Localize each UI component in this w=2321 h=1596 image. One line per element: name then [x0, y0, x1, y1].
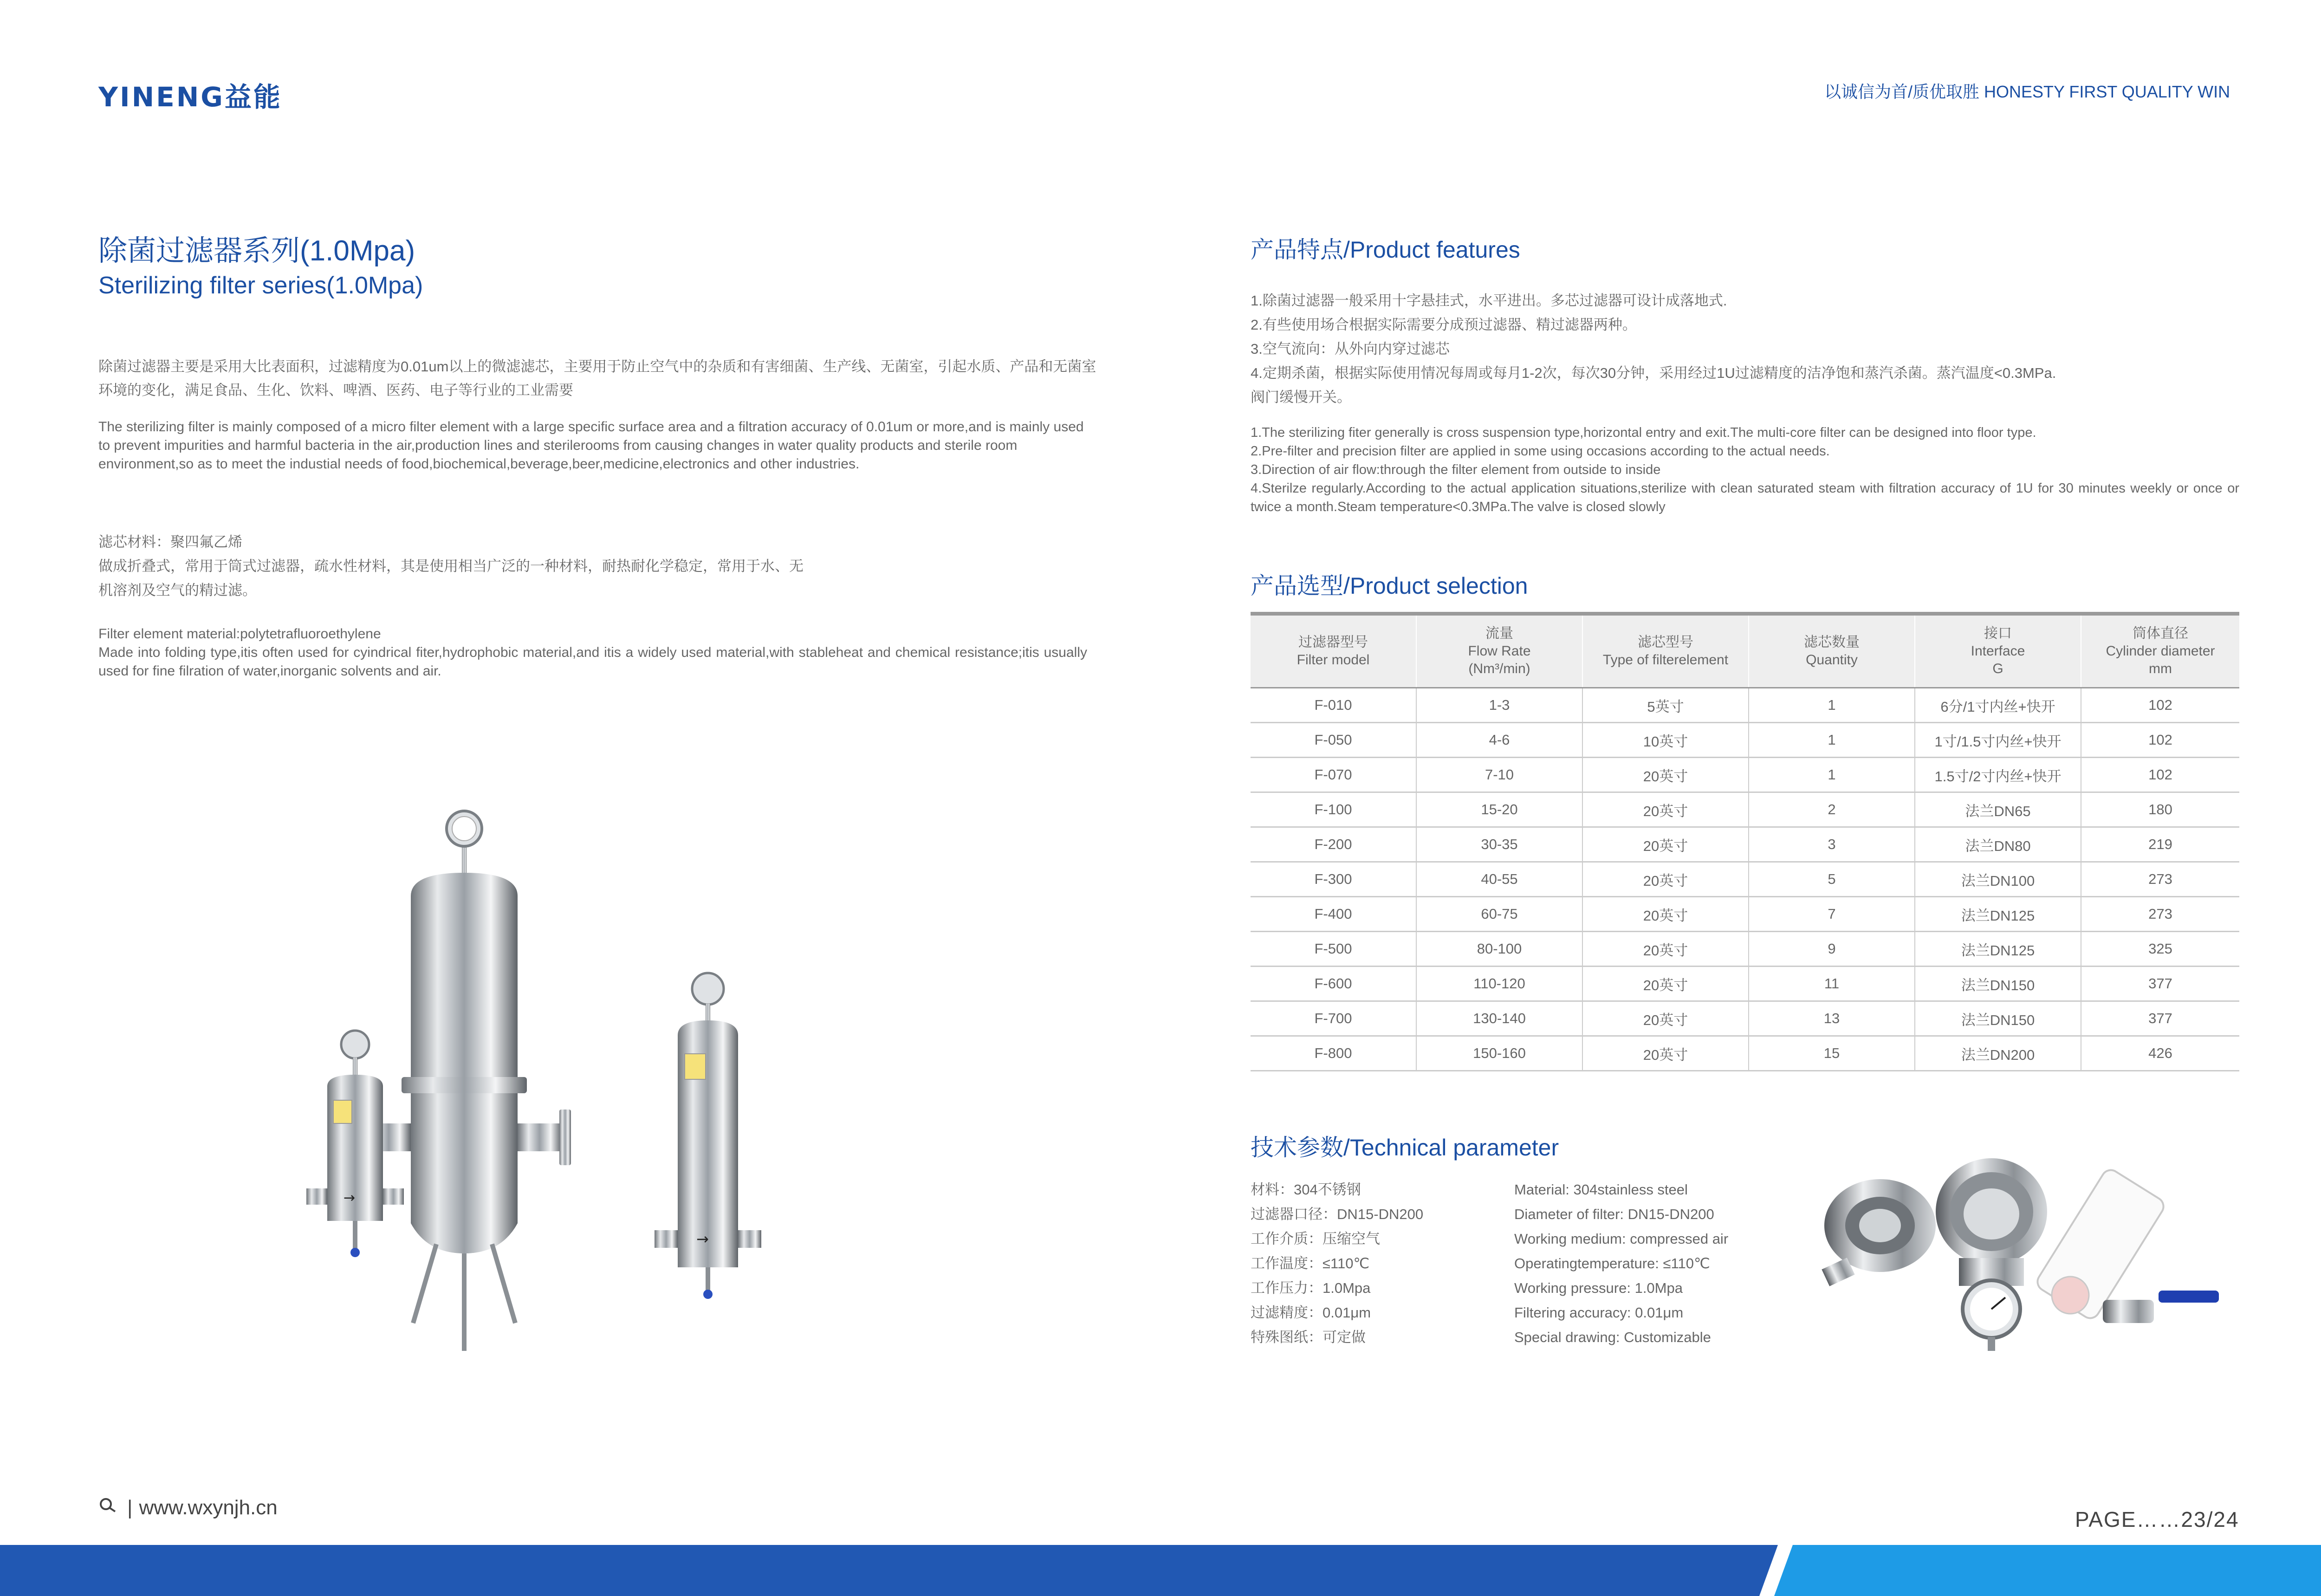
table-cell: 9: [1749, 932, 1915, 967]
table-cell: 20英寸: [1582, 1036, 1749, 1071]
table-cell: 40-55: [1416, 862, 1582, 897]
page-title-en: Sterilizing filter series(1.0Mpa): [98, 272, 423, 299]
table-cell: 377: [2081, 967, 2239, 1001]
table-row: [1251, 792, 2239, 827]
table-cell: 法兰DN100: [1915, 862, 2081, 897]
filter-parts-image: [1806, 1151, 2237, 1356]
features-en-list: [1251, 423, 2239, 516]
tech-en-item: Diameter of filter: DN15-DN200: [1514, 1206, 1714, 1222]
product-filters-image: [297, 803, 761, 1369]
col-interface: 接口 Interface G: [1915, 614, 2081, 688]
table-cell: 20英寸: [1582, 897, 1749, 932]
table-cell: 11: [1749, 967, 1915, 1001]
table-cell: F-100: [1251, 792, 1416, 827]
table-cell: 13: [1749, 1001, 1915, 1036]
table-cell: F-050: [1251, 723, 1416, 758]
website-url: www.wxynjh.cn: [139, 1496, 278, 1519]
table-cell: 1: [1749, 758, 1915, 792]
tech-cn-item: 过滤精度：0.01μm: [1251, 1304, 1371, 1321]
table-cell: 20英寸: [1582, 758, 1749, 792]
table-cell: 20英寸: [1582, 792, 1749, 827]
filter-element: [2034, 1167, 2167, 1322]
material-cn: [98, 530, 1096, 603]
table-cell: 3: [1749, 827, 1915, 862]
tech-cn-item: 工作压力：1.0Mpa: [1251, 1280, 1371, 1296]
table-cell: 5英寸: [1582, 688, 1749, 723]
table-cell: 7-10: [1416, 758, 1582, 792]
table-row: [1251, 1036, 2239, 1071]
table-cell: F-010: [1251, 688, 1416, 723]
table-row: [1251, 897, 2239, 932]
material-cn-line: 做成折叠式，常用于筒式过滤器，疏水性材料，其是使用相当广泛的一种材料，耐热耐化学稳定，常用于水、无: [98, 558, 804, 574]
large-filter: [357, 811, 571, 1351]
col-cylinder-diameter: 筒体直径 Cylinder diameter mm: [2081, 614, 2239, 688]
table-cell: 1: [1749, 723, 1915, 758]
table-cell: 102: [2081, 723, 2239, 758]
technical-title: 技术参数/Technical parameter: [1251, 1135, 1559, 1161]
page-number: PAGE……23/24: [2075, 1507, 2239, 1531]
table-row: [1251, 967, 2239, 1001]
table-cell: 10英寸: [1582, 723, 1749, 758]
material-en-line: Made into folding type,itis often used for cyindrical fiter,hydrophobic material,and itis a widely used material,with stableheat and chemical resistance;itis usually used for fine filration of water,inorganic solvents and air.: [98, 645, 1087, 679]
table-cell: 7: [1749, 897, 1915, 932]
table-cell: 30-35: [1416, 827, 1582, 862]
table-cell: 377: [2081, 1001, 2239, 1036]
material-en-line: Filter element material:polytetrafluoroethylene: [98, 626, 381, 642]
table-cell: 102: [2081, 758, 2239, 792]
material-cn-line: 滤芯材料：聚四氟乙烯: [98, 534, 242, 550]
intro-en: The sterilizing filter is mainly composed of a micro filter element with a large specific surface area and a filtration accuracy of 0.01um or more,and is mainly used to prevent impurities and harmful bacteria in the air,production lines and sterilerooms from causing changes in water quality products and sterile room environment,so as to meet the industial needs of food,biochemical,beverage,beer,medicine,electronics and other industries.: [98, 419, 1084, 472]
table-cell: 6分/1寸内丝+快开: [1915, 688, 2081, 723]
table-header-row: [1251, 614, 2239, 688]
table-cell: 219: [2081, 827, 2239, 862]
features-cn-list: [1251, 289, 2239, 409]
tech-cn-item: 工作温度：≤110℃: [1251, 1255, 1370, 1272]
feature-cn-item: 3.空气流向：从外向内穿过滤芯: [1251, 341, 1450, 357]
tech-en-item: Operatingtemperature: ≤110℃: [1514, 1255, 1710, 1272]
table-cell: 1.5寸/2寸内丝+快开: [1915, 758, 2081, 792]
table-cell: 426: [2081, 1036, 2239, 1071]
table-cell: 60-75: [1416, 897, 1582, 932]
table-cell: 180: [2081, 792, 2239, 827]
tech-en-item: Filtering accuracy: 0.01μm: [1514, 1304, 1684, 1321]
table-cell: F-500: [1251, 932, 1416, 967]
feature-cn-item: 2.有些使用场合根据实际需要分成预过滤器、精过滤器两种。: [1251, 317, 1637, 333]
svg-text:→: →: [696, 1230, 709, 1248]
table-row: [1251, 1001, 2239, 1036]
col-element-type: 滤芯型号 Type of filterelement: [1582, 614, 1749, 688]
table-cell: 1-3: [1416, 688, 1582, 723]
feature-cn-item: 4.定期杀菌，根据实际使用情况每周或每月1-2次，每次30分钟，采用经过1U过滤精度的洁净饱和蒸汽杀菌。蒸汽温度<0.3MPa.: [1251, 365, 2056, 381]
feature-en-item: 1.The sterilizing fiter generally is cross suspension type,horizontal entry and exit.The multi-core filter can be designed into floor type.: [1251, 425, 2036, 440]
table-cell: 4-6: [1416, 723, 1582, 758]
col-filter-model: 过滤器型号 Filter model: [1251, 614, 1416, 688]
table-cell: 法兰DN65: [1915, 792, 2081, 827]
table-cell: F-300: [1251, 862, 1416, 897]
table-row: [1251, 688, 2239, 723]
table-cell: F-600: [1251, 967, 1416, 1001]
intro-cn: 除菌过滤器主要是采用大比表面积，过滤精度为0.01um以上的微滤滤芯，主要用于防止空气中的杂质和有害细菌、生产线、无菌室，引起水质、产品和无菌室环境的变化，满足食品、生化、饮料、啤酒、医药、电子等行业的工业需要: [98, 358, 1096, 398]
feature-en-item: 2.Pre-filter and precision filter are applied in some using occasions according to the actual needs.: [1251, 444, 1830, 459]
table-cell: F-700: [1251, 1001, 1416, 1036]
tech-cn-item: 工作介质：压缩空气: [1251, 1231, 1380, 1247]
table-cell: 1: [1749, 688, 1915, 723]
table-cell: 102: [2081, 688, 2239, 723]
table-row: [1251, 827, 2239, 862]
tech-en-item: Special drawing: Customizable: [1514, 1329, 1711, 1345]
feature-en-item: 4.Sterilze regularly.According to the actual application situations,sterilize with clean saturated steam with filtration accuracy of 1U for 30 minutes weekly or once or twice a month.Steam temperature<0.3MPa.The valve is closed slowly: [1251, 481, 2239, 514]
ball-valve: [2103, 1291, 2219, 1323]
table-cell: 法兰DN150: [1915, 967, 2081, 1001]
table-cell: 2: [1749, 792, 1915, 827]
table-cell: F-800: [1251, 1036, 1416, 1071]
tech-en-item: Material: 304stainless steel: [1514, 1181, 1688, 1198]
material-cn-line: 机溶剂及空气的精过滤。: [98, 582, 257, 598]
selection-table: [1251, 612, 2239, 1071]
table-cell: 273: [2081, 862, 2239, 897]
table-cell: 130-140: [1416, 1001, 1582, 1036]
table-cell: 15-20: [1416, 792, 1582, 827]
tech-cn-item: 材料：304不锈钢: [1251, 1181, 1361, 1198]
table-cell: F-400: [1251, 897, 1416, 932]
table-cell: 20英寸: [1582, 862, 1749, 897]
table-cell: 15: [1749, 1036, 1915, 1071]
tech-cn-item: 过滤器口径：DN15-DN200: [1251, 1206, 1424, 1222]
table-cell: 法兰DN200: [1915, 1036, 2081, 1071]
feature-cn-item: 1.除菌过滤器一般采用十字悬挂式，水平进出。多芯过滤器可设计成落地式.: [1251, 292, 1727, 309]
col-quantity: 滤芯数量 Quantity: [1749, 614, 1915, 688]
table-cell: 20英寸: [1582, 967, 1749, 1001]
table-cell: 273: [2081, 897, 2239, 932]
table-cell: 325: [2081, 932, 2239, 967]
tech-cn-item: 特殊图纸：可定做: [1251, 1329, 1366, 1345]
table-row: [1251, 862, 2239, 897]
search-icon: [98, 1496, 121, 1519]
table-cell: 110-120: [1416, 967, 1582, 1001]
table-cell: 1寸/1.5寸内丝+快开: [1915, 723, 2081, 758]
table-cell: 20英寸: [1582, 827, 1749, 862]
material-en: [98, 625, 1087, 681]
table-cell: 80-100: [1416, 932, 1582, 967]
feature-en-item: 3.Direction of air flow:through the filter element from outside to inside: [1251, 462, 1661, 477]
table-cell: F-200: [1251, 827, 1416, 862]
table-cell: 20英寸: [1582, 1001, 1749, 1036]
table-cell: 法兰DN80: [1915, 827, 2081, 862]
table-cell: 150-160: [1416, 1036, 1582, 1071]
tech-en-item: Working medium: compressed air: [1514, 1231, 1729, 1247]
website-link[interactable]: [98, 1496, 278, 1519]
table-cell: 法兰DN125: [1915, 932, 2081, 967]
footer-band: [0, 1545, 2321, 1596]
slogan: 以诚信为首/质优取胜 HONESTY FIRST QUALITY WIN: [1824, 82, 2230, 101]
feature-cn-item: 阀门缓慢开关。: [1251, 389, 1351, 405]
small-filter-right: [655, 973, 761, 1299]
table-cell: 5: [1749, 862, 1915, 897]
tech-en-item: Working pressure: 1.0Mpa: [1514, 1280, 1683, 1296]
features-title: 产品特点/Product features: [1251, 237, 1520, 263]
table-cell: 法兰DN150: [1915, 1001, 2081, 1036]
table-cell: F-070: [1251, 758, 1416, 792]
selection-title: 产品选型/Product selection: [1251, 573, 1528, 599]
divider: |: [127, 1496, 133, 1519]
technical-cn-list: [1251, 1177, 1423, 1349]
table-row: [1251, 758, 2239, 792]
housing-cup-left: [1822, 1179, 1936, 1286]
brand-logo: YINENG益能: [98, 81, 282, 113]
page-title-cn: 除菌过滤器系列(1.0Mpa): [98, 235, 415, 267]
pressure-gauge-icon: [1963, 1280, 2020, 1351]
table-cell: 20英寸: [1582, 932, 1749, 967]
table-cell: 法兰DN125: [1915, 897, 2081, 932]
col-flow-rate: 流量 Flow Rate (Nm³/min): [1416, 614, 1582, 688]
svg-text:→: →: [344, 1190, 356, 1206]
housing-bowl-center: [1936, 1158, 2047, 1286]
table-row: [1251, 932, 2239, 967]
table-row: [1251, 723, 2239, 758]
technical-en-list: [1514, 1177, 1728, 1349]
